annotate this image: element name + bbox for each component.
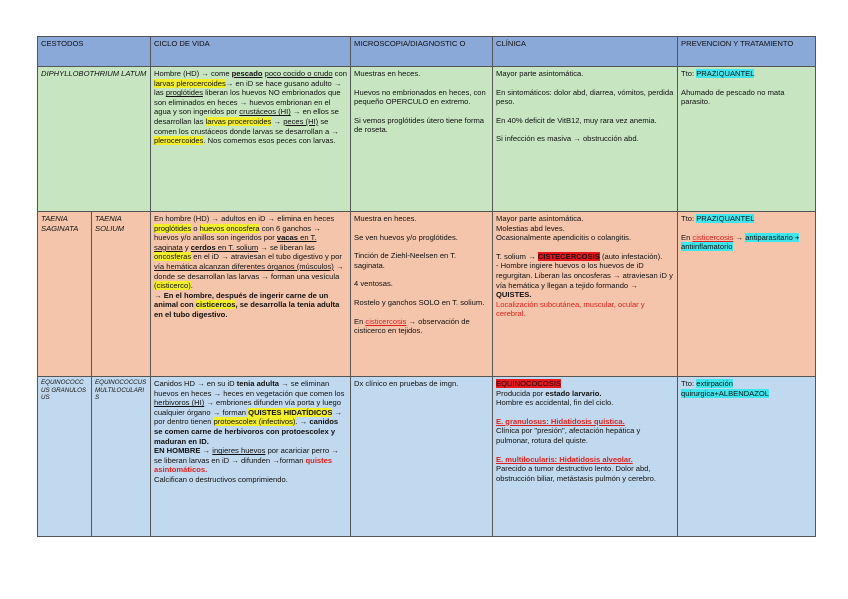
prev-diphyllobothrium: Tto: PRAZIQUANTEL Ahumado de pescado no mata parasito. <box>678 67 816 212</box>
name-diphyllobothrium: DIPHYLLOBOTHRIUM LATUM <box>38 67 151 212</box>
header-cestodos: CESTODOS <box>38 37 151 67</box>
micro-taenia: Muestra en heces. Se ven huevos y/o proglótides. Tinción de Ziehl-Neelsen en T. saginata. 4 ventosas. Rostelo y ganchos SOLO en T. solium. En cisticercosis → observación de cisticerco en tejidos. <box>351 212 493 377</box>
header-ciclo: CICLO DE VIDA <box>151 37 351 67</box>
clinica-equinococcus: EQUINOCOCOSIS Producida por estado larvario. Hombre es accidental, fin del ciclo. E. granulosus: Hidatidosis quística. Clínica por "presión", afectación hepática y pulmonar, rotura del quiste. E. multilocularis: Hidatidosis alveolar. Parecido a tumor destructivo lento. Dolor abd, obstrucción biliar, metástasis pulmón y cerebro. <box>493 377 678 537</box>
name-taenia-saginata: TAENIA SAGINATA <box>38 212 92 377</box>
clinica-taenia: Mayor parte asintomática. Molestias abd leves. Ocasionalmente apendicitis o colangitis. T. solium → CISTECERCOSIS (auto infestación). - Hombre ingiere huevos o los huevos de iD regurgitan. Liberan las oncosferas → atraviesan iD y vía hemática y llegan a tejido formando → QUISTES. Localización subcutánea, muscular, ocular y cerebral. <box>493 212 678 377</box>
row-diphyllobothrium <box>38 67 816 212</box>
prev-equinococcus: Tto: extirpación quirurgica+ALBENDAZOL <box>678 377 816 537</box>
name-equinococcus-multilocularis: EQUINOCOCCUS MULTILOCULARIS <box>92 377 151 537</box>
header-prevencion: PREVENCION Y TRATAMIENTO <box>678 37 816 67</box>
row-taenia <box>38 212 816 377</box>
ciclo-equinococcus: Canidos HD → en su iD tenia adulta → se eliminan huevos en heces → heces en vegetación que comen los herbivoros (HI) → embriones difunden vía porta y luego cualquier órgano → forman QUISTES HIDATÍDICOS → por dentro tienen protoescolex (infectivos). → canidos se comen carne de herbivoros con protoescolex y maduran en ID. EN HOMBRE → ingieres huevos por acariciar perro → se liberan larvas en iD → difunden →forman quistes asintomáticos. Calcifican o destructivos comprimiendo. <box>151 377 351 537</box>
clinica-diphyllobothrium: Mayor parte asintomática. En sintomáticos: dolor abd, diarrea, vómitos, perdida peso. En 40% deficit de VitB12, muy rara vez anemia. Si infección es masiva → obstrucción abd. <box>493 67 678 212</box>
micro-equinococcus: Dx clínico en pruebas de imgn. <box>351 377 493 537</box>
ciclo-taenia: En hombre (HD) → adultos en iD → elimina en heces proglótides o huevos oncosfera con 6 ganchos → huevos y/o anillos son ingeridos por vacas en T. saginata y cerdos en T. solium → se liberan las oncosferas en el iD → atraviesan el tubo digestivo y por vía hemática alcanzan diferentes órganos (músculos) → donde se desarrollan las larvas → forman una vesícula (cisticerco). → En el hombre, después de ingerir carne de un animal con cisticercos, se desarrolla la tenia adulta en el tubo digestivo. <box>151 212 351 377</box>
name-taenia-solium: TAENIA SOLIUM <box>92 212 151 377</box>
header-row <box>38 37 816 67</box>
row-equinococcus <box>38 377 816 537</box>
ciclo-diphyllobothrium: Hombre (HD) → come pescado poco cocido o crudo con larvas plerocercoides→ en iD se hace gusano adulto → las proglótides liberan los huevos NO embrionados que son eliminados en heces → huevos embrionan en el agua y son ingeridos por crustáceos (HI) → en ellos se desarrollan las larvas procercoides → peces (HI) se comen los crustáceos donde larvas se desarrollan a → plerocercoides. Nos comemos esos peces con larvas. <box>151 67 351 212</box>
micro-diphyllobothrium: Muestras en heces. Huevos no embrionados en heces, con pequeño OPERCULO en extremo. Si vemos proglótides útero tiene forma de roseta. <box>351 67 493 212</box>
name-equinococcus-granulosus: EQUINOCOCCUS GRANULOSUS <box>38 377 92 537</box>
prev-taenia: Tto: PRAZIQUANTEL En cisticercosis → antiparasitario + antiinflamatorio <box>678 212 816 377</box>
header-clinica: CLÍNICA <box>493 37 678 67</box>
header-microscopia: MICROSCOPIA/DIAGNOSTIC O <box>351 37 493 67</box>
cestodos-table <box>37 36 816 537</box>
